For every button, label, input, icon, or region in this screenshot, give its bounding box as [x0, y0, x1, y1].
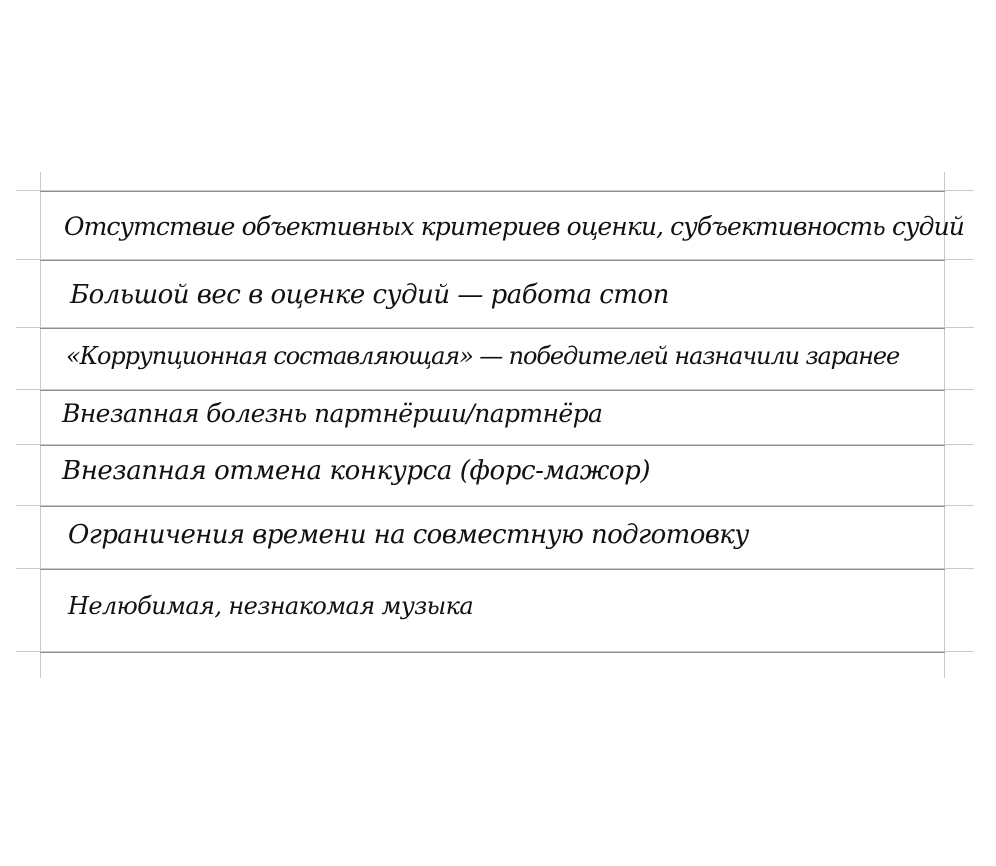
right-margin-line: [944, 172, 945, 678]
list-item: Внезапная отмена конкурса (форс-мажор): [62, 456, 651, 486]
list-item: Ограничения времени на совместную подготовку: [68, 520, 749, 550]
list-item: Отсутствие объективных критериев оценки, субъективность судий: [64, 212, 964, 241]
rule-line-dark: [40, 652, 945, 653]
rule-line-dark: [40, 260, 945, 261]
rule-line-dark: [40, 191, 945, 192]
left-margin-line: [40, 172, 41, 678]
rule-line-dark: [40, 569, 945, 570]
list-item: Большой вес в оценке судий — работа стоп: [70, 280, 669, 310]
rule-line-dark: [40, 506, 945, 507]
rule-line-dark: [40, 328, 945, 329]
list-item: Внезапная болезнь партнёрши/партнёра: [62, 399, 603, 428]
list-item: «Коррупционная составляющая» — победителей назначили заранее: [66, 342, 900, 370]
rule-line-dark: [40, 445, 945, 446]
list-item: Нелюбимая, незнакомая музыка: [68, 592, 474, 620]
rule-line-dark: [40, 390, 945, 391]
